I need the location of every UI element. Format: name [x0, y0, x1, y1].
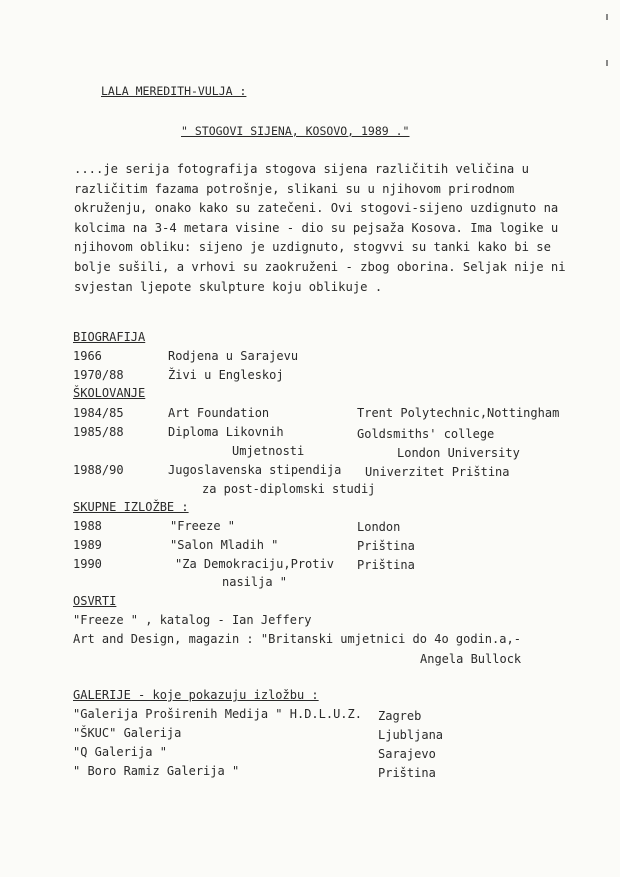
edu-text-cont: Umjetnosti	[232, 444, 305, 458]
intro-line: ....je serija fotografija stogova sijena različitih veličina u	[74, 162, 529, 176]
gallery-city: Zagreb	[378, 709, 422, 723]
exhibition-title: " STOGOVI SIJENA, KOSOVO, 1989 ."	[181, 124, 410, 138]
gallery-name: "Q Galerija "	[73, 745, 167, 759]
show-year: 1988	[73, 519, 102, 533]
edu-text-cont: za post-diplomski studij	[202, 482, 376, 496]
edu-year: 1984/85	[73, 406, 124, 420]
bio-text: Rodjena u Sarajevu	[168, 349, 299, 363]
show-year: 1989	[73, 538, 102, 552]
show-title-cont: nasilja "	[222, 575, 288, 589]
intro-line: okruženju, onako kako su zatečeni. Ovi stogovi-sijeno uzdignuto na	[74, 201, 559, 216]
intro-line: kolcima na 3-4 metara visine - dio su pejsaža Kosova. Ima logike u	[74, 220, 559, 235]
intro-line: različitim fazama potrošnje, slikani su u njihovom prirodnom	[74, 181, 515, 196]
gallery-city: Sarajevo	[378, 747, 436, 761]
show-title: "Salon Mladih "	[170, 538, 279, 552]
edu-text: Art Foundation	[168, 406, 270, 420]
section-heading-biografija: BIOGRAFIJA	[73, 330, 146, 344]
intro-line: njihovom obliku: sijeno je uzdignuto, stogvvi su tanki kako bi se	[74, 240, 551, 255]
edu-place: Goldsmiths' college	[357, 427, 495, 441]
gallery-name: "ŠKUC" Galerija	[73, 726, 182, 740]
author-name: LALA MEREDITH-VULJA :	[101, 84, 247, 98]
show-year: 1990	[73, 557, 102, 571]
section-heading-osvrti: OSVRTI	[73, 594, 117, 608]
intro-line: bolje sušili, a vrhovi su zaokruženi - zbog oborina. Seljak nije ni	[74, 259, 566, 274]
intro-paragraph	[74, 160, 574, 297]
edu-year: 1985/88	[73, 425, 124, 439]
section-heading-galerije: GALERIJE - koje pokazuju izložbu :	[73, 688, 319, 702]
show-place: London	[357, 520, 401, 534]
gallery-city: Priština	[378, 766, 436, 780]
gallery-city: Ljubljana	[378, 728, 444, 742]
bio-year: 1966	[73, 349, 102, 363]
edu-text: Jugoslavenska stipendija	[168, 463, 342, 477]
gallery-name: " Boro Ramiz Galerija "	[73, 764, 240, 778]
review-line: Art and Design, magazin : "Britanski umjetnici do 4o godin.a,-	[73, 632, 521, 646]
edu-place: Trent Polytechnic,Nottingham	[357, 406, 560, 420]
show-title: "Freeze "	[170, 519, 236, 533]
margin-mark	[606, 14, 608, 20]
gallery-name: "Galerija Proširenih Medija " H.D.L.U.Z.	[73, 707, 362, 721]
review-line: "Freeze " , katalog - Ian Jeffery	[73, 613, 312, 627]
edu-year: 1988/90	[73, 463, 124, 477]
edu-text: Diploma Likovnih	[168, 425, 284, 439]
bio-year: 1970/88	[73, 368, 124, 382]
intro-line: svjestan ljepote skulpture koju oblikuje .	[74, 279, 383, 294]
edu-place-cont: London University	[397, 446, 520, 460]
bio-text: Živi u Engleskoj	[168, 368, 284, 382]
show-title: "Za Demokraciju,Protiv	[175, 557, 334, 571]
section-heading-skupne-izlozbe: SKUPNE IZLOŽBE :	[73, 500, 189, 514]
edu-place: Univerzitet Priština	[365, 465, 510, 479]
show-place: Priština	[357, 558, 415, 572]
margin-mark	[606, 60, 608, 66]
section-heading-skolovanje: ŠKOLOVANJE	[73, 386, 146, 400]
review-author: Angela Bullock	[420, 652, 522, 666]
show-place: Priština	[357, 539, 415, 553]
